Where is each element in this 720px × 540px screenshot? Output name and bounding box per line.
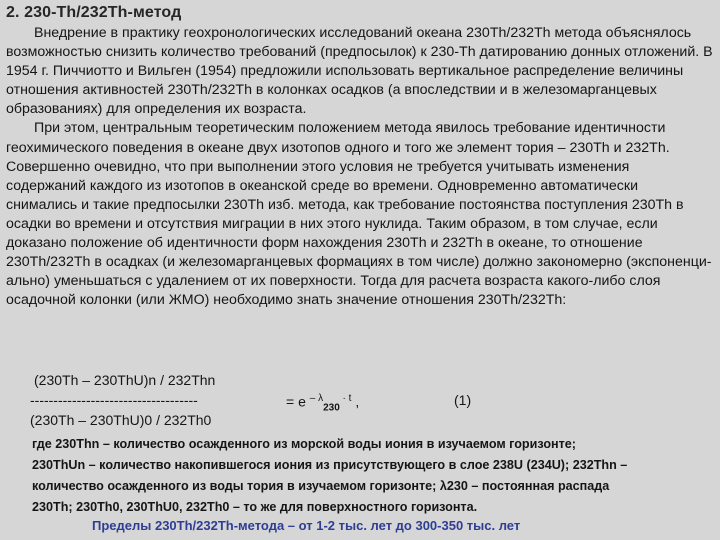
formula-comma: , (355, 393, 360, 410)
formula-exponent-prefix: – λ (309, 393, 324, 404)
page-title: 2. 230-Th/232Th-метод (6, 4, 182, 21)
equation-number: (1) (454, 392, 472, 408)
paragraph-1: Внедрение в практику геохронологических исследований океана 230Th/232Th метода объяснялось возможностью снизить количество требований (предпосылок) к 230-Th датированию донных отложений. В 1954 г. Пиччиотто и Вильген (1954) предложили использовать вертикальное распределение величины отношения активностей 230Th/232Th в колонках осадков (а впоследствии и в железомарганцевых образованиях) для определения их возраста. (6, 25, 713, 118)
note-line-1: где 230Thn – количество осажденного из морской воды иония в изучаемом горизонте; (32, 437, 576, 451)
note-line-2: 230ThUn – количество накопившегося иония из присутствующего в слое 238U (234U); 232Thn – (32, 458, 628, 472)
paragraph-2: При этом, центральным теоретическим положением метода явилось требование идентичности геохимического поведения в океане двух изотопов одного и того же элемент тория – 230Th и 232Th. Совершенно очевидно, что при выполнении этого условия не требуется учитывать изменения содержаний каждого из изотопов в океанской среде во времени. Одновременно автоматически снимались и такие предпосылки 230Th изб. метода, как требование постоянства поступления 230Th в осадки во времени и отсутствия миграции в них этого нуклида. Таким образом, в том случае, если доказано положение об идентичности форм нахождения 230Th и 232Th в океане, то отношение 230Th/232Th в осадках (и железомарганцевых формациях в том числе) должно закономерно (экспоненци-ально) уменьшаться с удалением от их поверхности. Тогда для расчета возраста какого-либо слоя осадочной колонки (или ЖМО) необходимо знать значение отношения 230Th/232Th: (6, 120, 712, 309)
notes-block (32, 434, 702, 518)
body-text (6, 24, 713, 310)
formula-right-side (286, 389, 359, 418)
note-line-4: 230Th; 230Th0, 230ThU0, 232Th0 – то же для поверхностного горизонта. (32, 500, 478, 514)
formula-exponent-sub: 230 (323, 402, 340, 414)
formula-denominator: (230Th – 230ThU)0 / 232Th0 (30, 412, 212, 428)
note-line-3: количество осажденного из воды тория в изучаемом горизонте; λ230 – постоянная распада (32, 479, 610, 493)
formula-rhs: = e (286, 393, 306, 410)
formula-divider: ------------------------------------ (30, 392, 198, 408)
formula-exponent-suffix: · t (339, 393, 352, 404)
formula-numerator: (230Th – 230ThU)n / 232Thn (34, 372, 216, 388)
method-range-footer: Пределы 230Th/232Th-метода – от 1-2 тыс. лет до 300-350 тыс. лет (92, 518, 521, 533)
